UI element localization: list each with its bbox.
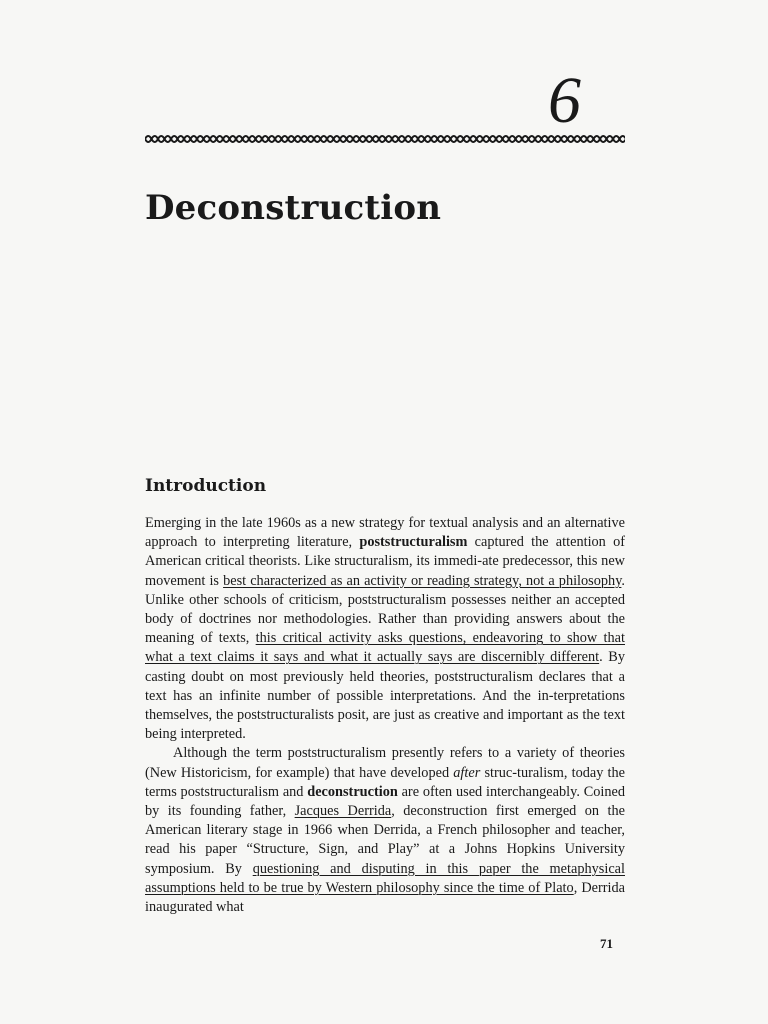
paragraph-2 [145, 744, 625, 917]
section-heading: Introduction [145, 476, 267, 496]
italic-term: after [453, 764, 481, 781]
text-run: . By casting doubt on most previously held theories, poststructuralism declares that a text has an infinite number of possible interpretations. And the in-terpretations themselves, the poststructuralists posit, are just as creative and important as the text being interpreted. [145, 649, 625, 743]
highlighted-passage: Jacques Derrida [294, 803, 392, 820]
text-run: , deconstruction first emerged on the American literary stage in 1966 when Derrida, a French philosopher and teacher, read his paper “Structure, Sign, and Play” at a Johns Hopkins University symposium. By [145, 803, 625, 877]
chapter-title: Deconstruction [145, 188, 442, 228]
text-run: captured the attention of American critical theorists. Like structuralism, its immedi-ate predecessor, this new movement is [145, 534, 625, 589]
text-run: Emerging in the late 1960s as a new strategy for textual analysis and an alternative approach to interpreting literature, [145, 515, 625, 551]
ornament-divider [145, 132, 625, 146]
text-run: struc-turalism, today the terms poststructuralism and [145, 764, 625, 800]
chapter-number: 6 [548, 64, 581, 137]
highlighted-passage: this critical activity asks questions, endeavoring to show that what a text claims it says and what it actually says are discernibly different [145, 630, 625, 666]
highlighted-passage: questioning and disputing in this paper the metaphysical assumptions held to be true by Western philosophy since the time of Plato [145, 860, 625, 896]
text-run: Although the term poststructuralism presently refers to a variety of theories (New Historicism, for example) that have developed [145, 745, 625, 781]
body-text [145, 514, 625, 917]
text-run: . Unlike other schools of criticism, poststructuralism possesses neither an accepted body of doctrines nor methodologies. Rather than providing answers about the meaning of texts, [145, 572, 625, 647]
bold-term: poststructuralism [359, 534, 468, 551]
highlighted-passage: best characterized as an activity or reading strategy, not a philosophy [223, 572, 622, 589]
page-number: 71 [600, 936, 613, 951]
paragraph-1 [145, 514, 625, 744]
text-run: are often used interchangeably. Coined by its founding father, [145, 783, 625, 820]
text-run: , Derrida inaugurated what [145, 879, 625, 916]
bold-term: deconstruction [307, 783, 398, 800]
